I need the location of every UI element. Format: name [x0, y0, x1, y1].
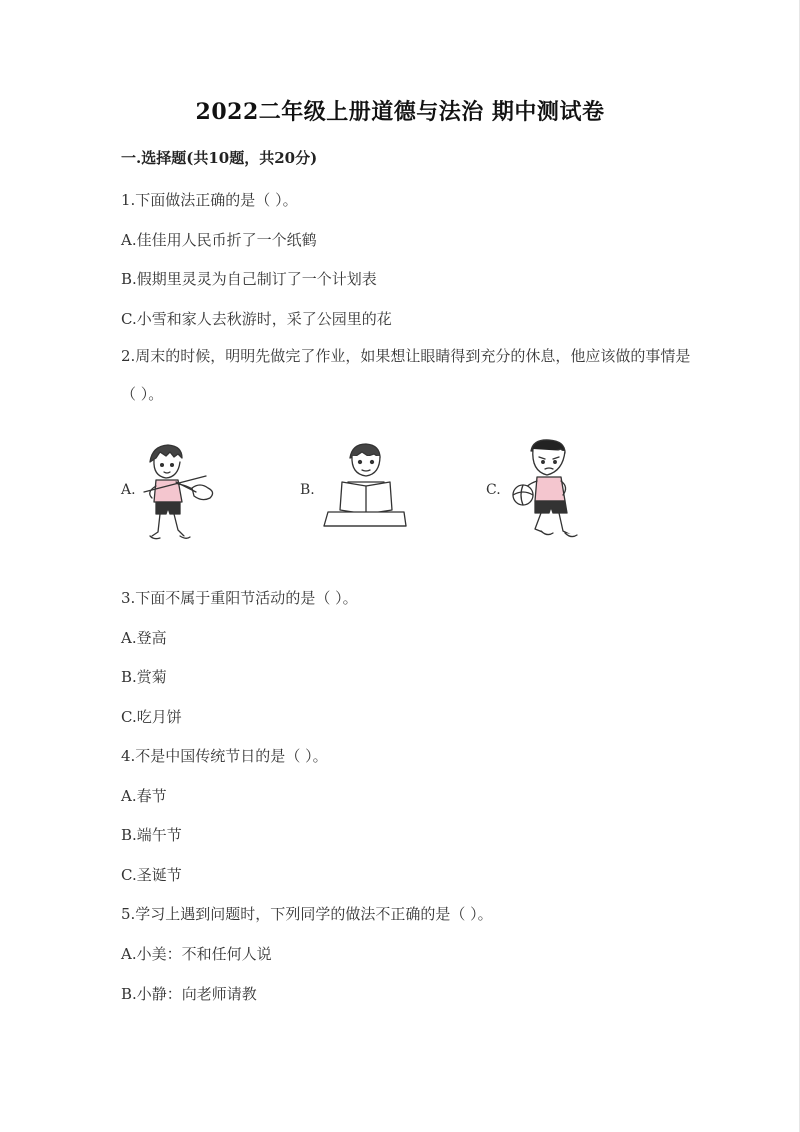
- question-4-stem: 4.不是中国传统节日的是（ ）。: [121, 747, 328, 765]
- section-heading: 一.选择题(共10题，共20分): [121, 149, 318, 167]
- page-title: 2022二年级上册道德与法治 期中测试卷: [195, 99, 605, 125]
- question-5-option-b: B.小静：向老师请教: [121, 985, 257, 1003]
- question-1-option-a: A.佳佳用人民币折了一个纸鹤: [121, 231, 317, 249]
- question-2-stem: 2.周末的时候，明明先做完了作业，如果想让眼睛得到充分的休息，他应该做的事情是（ ）。: [121, 347, 691, 403]
- question-2-option-a-label: A.: [121, 482, 136, 498]
- boy-reading-book-image: [320, 440, 412, 532]
- question-3-stem: 3.下面不属于重阳节活动的是（ ）。: [121, 589, 358, 607]
- question-3-option-a: A.登高: [121, 629, 167, 647]
- question-1-option-c: C.小雪和家人去秋游时，采了公园里的花: [121, 310, 392, 328]
- question-2-option-c-label: C.: [486, 482, 501, 498]
- question-3-option-c: C.吃月饼: [121, 708, 182, 726]
- question-4-option-c: C.圣诞节: [121, 866, 182, 884]
- boy-playing-basketball-image: [505, 437, 585, 543]
- question-3-option-b: B.赏菊: [121, 668, 167, 686]
- question-5-option-a: A.小美：不和任何人说: [121, 945, 272, 963]
- question-1-option-b: B.假期里灵灵为自己制订了一个计划表: [121, 270, 377, 288]
- question-1-stem: 1.下面做法正确的是（ ）。: [121, 191, 298, 209]
- question-2-option-b-label: B.: [300, 482, 315, 498]
- question-4-option-b: B.端午节: [121, 826, 182, 844]
- boy-playing-violin-image: [140, 440, 225, 546]
- question-4-option-a: A.春节: [121, 787, 167, 805]
- question-5-stem: 5.学习上遇到问题时，下列同学的做法不正确的是（ ）。: [121, 905, 493, 923]
